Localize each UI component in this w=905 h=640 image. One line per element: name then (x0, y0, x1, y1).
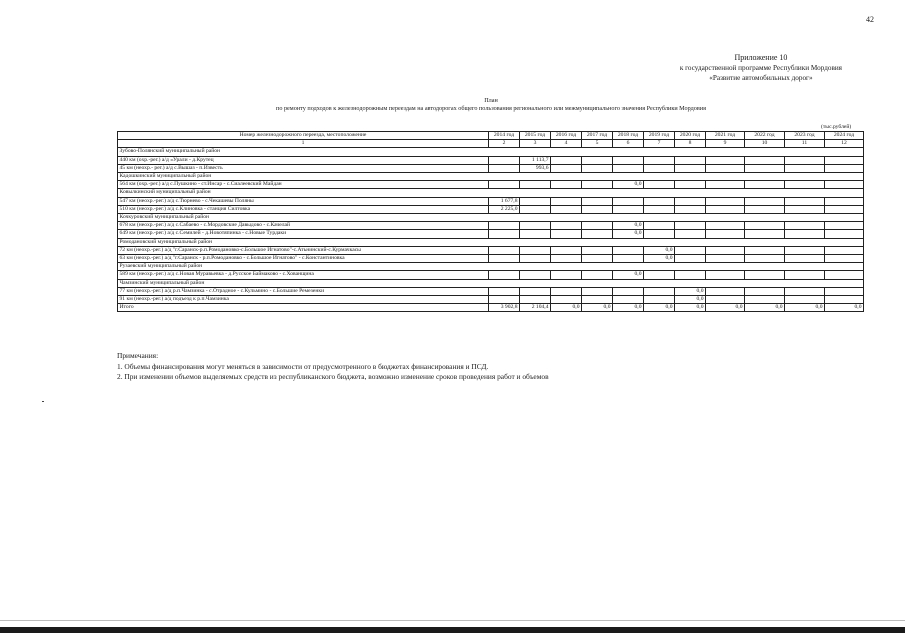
index-cell: 4 (551, 140, 582, 148)
crossing-row (118, 156, 864, 164)
header-name: Номер железнодорожного переезда, местоположение (118, 132, 489, 140)
appendix-line1: к государственной программе Республики Мордовия (679, 64, 842, 72)
value-cell (520, 246, 551, 254)
value-cell (785, 271, 825, 279)
value-cell: 2 104,4 (520, 304, 551, 312)
value-cell (644, 287, 675, 295)
value-cell (582, 205, 613, 213)
value-cell (675, 156, 706, 164)
header-year: 2016 год (551, 132, 582, 140)
crossing-row (118, 296, 864, 304)
crossing-name: 678 км (неохр.-рег.) а/д с.Сабаево - с.Мордовские Давыдово - с.Качелай (118, 222, 489, 230)
value-cell: 0,0 (613, 230, 644, 238)
value-cell (675, 255, 706, 263)
value-cell (825, 222, 864, 230)
value-cell (520, 181, 551, 189)
value-cell (520, 222, 551, 230)
value-cell (825, 156, 864, 164)
value-cell (489, 181, 520, 189)
scan-edge-line (0, 620, 905, 621)
value-cell (785, 156, 825, 164)
value-cell (675, 222, 706, 230)
district-name: Рузаевский муниципальный район (118, 263, 864, 271)
value-cell (613, 296, 644, 304)
value-cell: 0,0 (644, 304, 675, 312)
index-cell: 8 (675, 140, 706, 148)
table-header-row (118, 132, 864, 140)
district-row (118, 148, 864, 156)
district-row (118, 214, 864, 222)
value-cell: 1 677,8 (489, 197, 520, 205)
crossing-row (118, 271, 864, 279)
district-name: Чамзинский муниципальный район (118, 279, 864, 287)
plan-title-block (0, 97, 905, 113)
crossing-name: 45 км (неохр.- рег.) а/д с.Вышаз - п.Известь (118, 164, 489, 172)
value-cell (745, 197, 785, 205)
value-cell (551, 255, 582, 263)
value-cell (706, 181, 745, 189)
value-cell (551, 296, 582, 304)
index-cell: 2 (489, 140, 520, 148)
value-cell (785, 205, 825, 213)
header-year: 2015 год (520, 132, 551, 140)
value-cell (745, 255, 785, 263)
appendix-title: Приложение 10 (734, 53, 788, 62)
total-row (118, 304, 864, 312)
plan-subtitle: по ремонту подходов к железнодорожным переездам на автодорогах общего пользования регионального или межмуниципального значения Республики Мордовия (276, 105, 706, 112)
value-cell (489, 296, 520, 304)
value-cell: 1 113,7 (520, 156, 551, 164)
value-cell (520, 296, 551, 304)
value-cell (644, 296, 675, 304)
value-cell: 0,0 (551, 304, 582, 312)
value-cell: 0,0 (613, 222, 644, 230)
header-year: 2024 год (825, 132, 864, 140)
value-cell: 0,0 (745, 304, 785, 312)
value-cell (745, 205, 785, 213)
value-cell (675, 181, 706, 189)
value-cell (644, 156, 675, 164)
total-label: Итого (118, 304, 489, 312)
district-row (118, 189, 864, 197)
value-cell (825, 255, 864, 263)
crossing-row (118, 181, 864, 189)
value-cell (644, 205, 675, 213)
value-cell (551, 230, 582, 238)
value-cell (582, 164, 613, 172)
district-name: Ромодановский муниципальный район (118, 238, 864, 246)
value-cell (582, 296, 613, 304)
value-cell: 0,0 (613, 181, 644, 189)
value-cell: 0,0 (706, 304, 745, 312)
crossing-name: 77 км (неохр.-рег.) а/д р.п.Чамзинка - с.Отрадное - с.Кульмино - с.Большие Ремезенки (118, 287, 489, 295)
value-cell (613, 164, 644, 172)
value-cell (785, 287, 825, 295)
value-cell (644, 197, 675, 205)
district-row (118, 238, 864, 246)
scan-mark (42, 401, 44, 402)
value-cell: 0,0 (675, 287, 706, 295)
value-cell (706, 197, 745, 205)
value-cell (745, 164, 785, 172)
crossing-name: 440 км (охр.-рег.) а/д «Урали - д.Крутец (118, 156, 489, 164)
district-name: Зубово-Полянский муниципальный район (118, 148, 864, 156)
crossing-name: 510 км (неохр.-рег.) а/д с.Клиновка - станция Силтовка (118, 205, 489, 213)
index-cell: 5 (582, 140, 613, 148)
crossing-row (118, 287, 864, 295)
note-item: 1. Объемы финансирования могут меняться в зависимости от предусмотренного в бюджетах финансирования и ПСД. (117, 361, 489, 371)
value-cell (613, 246, 644, 254)
value-cell (520, 205, 551, 213)
value-cell (785, 230, 825, 238)
value-cell (825, 164, 864, 172)
header-year: 2019 год (644, 132, 675, 140)
value-cell (825, 287, 864, 295)
value-cell (706, 230, 745, 238)
units-label: (тыс.рублей) (821, 124, 852, 130)
index-cell: 1 (118, 140, 489, 148)
value-cell (520, 197, 551, 205)
value-cell (551, 222, 582, 230)
value-cell (582, 230, 613, 238)
value-cell (644, 222, 675, 230)
value-cell (785, 197, 825, 205)
header-year: 2014 год (489, 132, 520, 140)
value-cell (644, 271, 675, 279)
value-cell (644, 164, 675, 172)
value-cell (582, 222, 613, 230)
value-cell: 0,0 (825, 304, 864, 312)
value-cell (706, 271, 745, 279)
value-cell (489, 246, 520, 254)
header-year: 2022 год (745, 132, 785, 140)
value-cell (551, 156, 582, 164)
value-cell: 0,0 (675, 304, 706, 312)
district-row (118, 263, 864, 271)
crossing-name: 72 км (неохр.-рег.) а/д "г.Саранск-р.п.Ромодановко-с.Большое Игнатово"-с.Атьнинский-с.Курмачкасы (118, 246, 489, 254)
value-cell: 0,0 (644, 255, 675, 263)
value-cell (785, 255, 825, 263)
header-year: 2020 год (675, 132, 706, 140)
value-cell (675, 197, 706, 205)
value-cell (785, 222, 825, 230)
notes-title: Примечания: (117, 351, 159, 360)
crossing-name: 564 км (охр.-рег.) а/д с.Пушкино - ст.Инсар - с.Сиалеевский Майдан (118, 181, 489, 189)
value-cell (785, 164, 825, 172)
index-cell: 12 (825, 140, 864, 148)
value-cell: 0,0 (675, 296, 706, 304)
crossing-name: 589 км (неохр.-рег.) а/д с.Новая Муравьевка - д.Русское Баймаково - с.Хованщина (118, 271, 489, 279)
value-cell (489, 230, 520, 238)
index-cell: 9 (706, 140, 745, 148)
value-cell (825, 246, 864, 254)
value-cell (745, 296, 785, 304)
value-cell (551, 205, 582, 213)
value-cell (745, 156, 785, 164)
value-cell (582, 181, 613, 189)
value-cell (582, 156, 613, 164)
value-cell (582, 255, 613, 263)
crossing-name: 547 км (неохр.-рег.) а/д с.Тюрнево - с.Чекашевы Поляны (118, 197, 489, 205)
value-cell: 0,0 (613, 271, 644, 279)
crossing-row (118, 205, 864, 213)
value-cell (551, 164, 582, 172)
value-cell (745, 246, 785, 254)
district-row (118, 279, 864, 287)
value-cell (520, 271, 551, 279)
value-cell (785, 181, 825, 189)
crossing-name: 91 км (неохр.-рег.) а/д подъезд к р.п.Чамзинка (118, 296, 489, 304)
district-name: Кочкуровский муниципальный район (118, 214, 864, 222)
value-cell (785, 296, 825, 304)
value-cell (489, 156, 520, 164)
value-cell (551, 181, 582, 189)
value-cell (675, 230, 706, 238)
value-cell (644, 181, 675, 189)
page-number: 42 (866, 15, 874, 24)
appendix-block (680, 53, 842, 83)
index-cell: 3 (520, 140, 551, 148)
value-cell (551, 287, 582, 295)
index-cell: 7 (644, 140, 675, 148)
value-cell (825, 230, 864, 238)
value-cell (706, 222, 745, 230)
value-cell (613, 287, 644, 295)
index-cell: 11 (785, 140, 825, 148)
value-cell (745, 222, 785, 230)
value-cell (520, 287, 551, 295)
notes-block (117, 351, 549, 383)
crossing-name: 63 км (неохр.-рег.) а/д "г.Саранск - р.п.Ромодановко - с.Большое Игнатово" - с.Константиновка (118, 255, 489, 263)
table-body (118, 148, 864, 312)
value-cell (582, 271, 613, 279)
value-cell (825, 271, 864, 279)
table-index-row (118, 140, 864, 148)
value-cell (613, 255, 644, 263)
value-cell (489, 271, 520, 279)
value-cell (706, 205, 745, 213)
value-cell (613, 197, 644, 205)
value-cell (745, 271, 785, 279)
plan-title: План (484, 97, 498, 104)
value-cell (489, 287, 520, 295)
value-cell (706, 287, 745, 295)
value-cell (706, 296, 745, 304)
value-cell (825, 197, 864, 205)
crossing-row (118, 246, 864, 254)
value-cell (675, 205, 706, 213)
header-year: 2021 год (706, 132, 745, 140)
value-cell (582, 287, 613, 295)
value-cell (706, 246, 745, 254)
value-cell: 0,0 (582, 304, 613, 312)
district-name: Кадошкинский муниципальный район (118, 173, 864, 181)
value-cell (489, 222, 520, 230)
value-cell (745, 230, 785, 238)
value-cell (706, 255, 745, 263)
value-cell (489, 255, 520, 263)
value-cell: 2 225,0 (489, 205, 520, 213)
appendix-line2: «Развитие автомобильных дорог» (709, 74, 813, 82)
scan-bottom-border (0, 627, 905, 633)
crossing-row (118, 230, 864, 238)
value-cell: 0,0 (613, 304, 644, 312)
note-item: 2. При изменении объемов выделяемых средств из республиканского бюджета, возможно изменение сроков проведения работ и объемов (117, 372, 549, 381)
value-cell (706, 164, 745, 172)
value-cell (745, 287, 785, 295)
value-cell (745, 181, 785, 189)
value-cell (551, 271, 582, 279)
value-cell (520, 230, 551, 238)
value-cell (551, 246, 582, 254)
crossing-row (118, 222, 864, 230)
value-cell: 0,0 (644, 246, 675, 254)
crossing-row (118, 164, 864, 172)
value-cell (706, 156, 745, 164)
value-cell (613, 205, 644, 213)
value-cell (613, 156, 644, 164)
value-cell (489, 164, 520, 172)
value-cell (675, 271, 706, 279)
value-cell (825, 181, 864, 189)
district-name: Ковылкинский муниципальный район (118, 189, 864, 197)
value-cell: 0,0 (785, 304, 825, 312)
crossing-row (118, 197, 864, 205)
header-year: 2023 год (785, 132, 825, 140)
header-year: 2017 год (582, 132, 613, 140)
value-cell (825, 296, 864, 304)
crossing-name: 649 км (неохр.-рег.) а/д с.Семилей - д.Новотяпинка - с.Новые Турдаки (118, 230, 489, 238)
value-cell (675, 164, 706, 172)
value-cell (582, 246, 613, 254)
value-cell: 3 902,8 (489, 304, 520, 312)
value-cell (675, 246, 706, 254)
district-row (118, 173, 864, 181)
value-cell (644, 230, 675, 238)
index-cell: 6 (613, 140, 644, 148)
value-cell (582, 197, 613, 205)
header-year: 2018 год (613, 132, 644, 140)
value-cell (785, 246, 825, 254)
value-cell (520, 255, 551, 263)
value-cell (825, 205, 864, 213)
index-cell: 10 (745, 140, 785, 148)
value-cell (551, 197, 582, 205)
plan-table (117, 131, 864, 312)
value-cell: 993,6 (520, 164, 551, 172)
crossing-row (118, 255, 864, 263)
